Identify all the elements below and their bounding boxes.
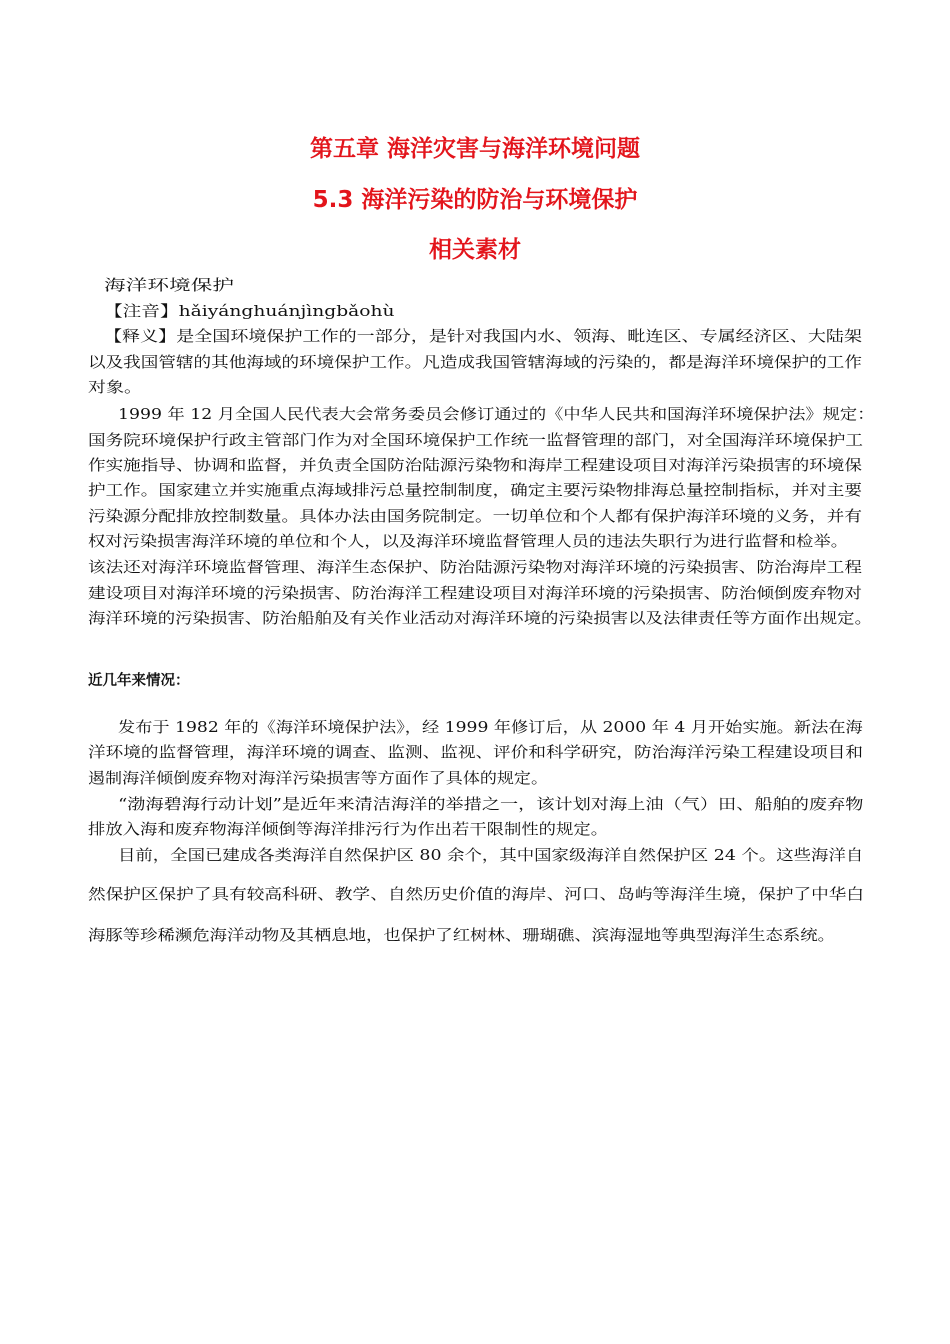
- law-paragraph-line: 建设项目对海洋环境的污染损害、防治海洋工程建设项目对海洋环境的污染损害、防治倾倒废弃物对: [88, 584, 863, 602]
- definition-line: 对象。: [88, 378, 143, 396]
- law-paragraph-line: 国务院环境保护行政主管部门作为对全国环境保护工作统一监督管理的部门，对全国海洋环境保护工: [88, 431, 863, 449]
- recent-paragraph-line: 海豚等珍稀濒危海洋动物及其栖息地，也保护了红树林、珊瑚礁、滨海湿地等典型海洋生态系统。: [88, 926, 835, 944]
- pinyin-line: 【注音】hǎiyánghuánjìngbǎohù: [104, 302, 395, 320]
- material-title: 相关素材: [429, 237, 521, 263]
- recent-paragraph-line: 然保护区保护了具有较高科研、教学、自然历史价值的海岸、河口、岛屿等海洋生境，保护了中华白: [88, 885, 865, 903]
- definition-line: 【释义】是全国环境保护工作的一部分，是针对我国内水、领海、毗连区、专属经济区、大陆架: [104, 327, 863, 345]
- law-paragraph-line: 权对污染损害海洋环境的单位和个人，以及海洋环境监督管理人员的违法失职行为进行监督和检举。: [88, 532, 849, 550]
- topic-label: 海洋环境保护: [104, 276, 235, 294]
- law-paragraph-line: 污染源分配排放控制数量。具体办法由国务院制定。一切单位和个人都有保护海洋环境的义务，并有: [88, 507, 863, 525]
- law-paragraph-line: 1999 年 12 月全国人民代表大会常务委员会修订通过的《中华人民共和国海洋环境保护法》规定：: [118, 405, 875, 423]
- recent-paragraph-line: “渤海碧海行动计划”是近年来清洁海洋的举措之一，该计划对海上油（气）田、船舶的废弃物: [118, 795, 864, 813]
- section-title: 5.3 海洋污染的防治与环境保护: [312, 187, 638, 213]
- chapter-title: 第五章 海洋灾害与海洋环境问题: [309, 136, 640, 162]
- law-paragraph-line: 作实施指导、协调和监督，并负责全国防治陆源污染物和海岸工程建设项目对海洋污染损害的环境保: [88, 456, 863, 474]
- recent-paragraph-line: 发布于 1982 年的《海洋环境保护法》，经 1999 年修订后，从 2000 年 4 月开始实施。新法在海: [118, 718, 863, 736]
- law-paragraph-line: 护工作。国家建立并实施重点海域排污总量控制制度，确定主要污染物排海总量控制指标，并对主要: [88, 481, 863, 499]
- recent-paragraph-line: 遏制海洋倾倒废弃物对海洋污染损害等方面作了具体的规定。: [88, 769, 549, 787]
- law-paragraph-line: 该法还对海洋环境监督管理、海洋生态保护、防治陆源污染物对海洋环境的污染损害、防治海岸工程: [88, 558, 863, 576]
- recent-paragraph-line: 排放入海和废弃物海洋倾倒等海洋排污行为作出若干限制性的规定。: [88, 820, 609, 838]
- definition-line: 以及我国管辖的其他海域的环境保护工作。凡造成我国管辖海域的污染的，都是海洋环境保护的工作: [88, 353, 863, 371]
- recent-paragraph-line: 目前，全国已建成各类海洋自然保护区 80 余个，其中国家级海洋自然保护区 24 个。这些海洋自: [118, 846, 864, 864]
- law-paragraph-line: 海洋环境的污染损害、防治船舶及有关作业活动对海洋环境的污染损害以及法律责任等方面作出规定。: [88, 609, 873, 627]
- recent-situation-heading: 近几年来情况：: [88, 673, 190, 689]
- recent-paragraph-line: 洋环境的监督管理，海洋环境的调查、监测、监视、评价和科学研究，防治海洋污染工程建设项目和: [88, 743, 863, 761]
